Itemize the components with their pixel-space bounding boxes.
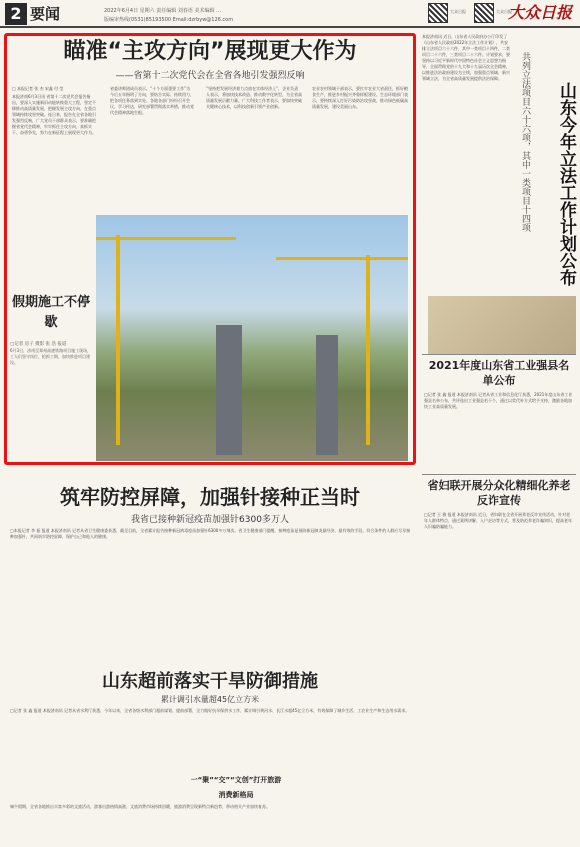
lead-headline: 瞄准“主攻方向”展现更大作为 [63,39,357,64]
dateline: 2022年6月4日 星期六 责任编辑 刘春语 美术编辑 … [104,8,222,14]
page-header [0,0,580,28]
vaccine-article: □本报记者 李 振 报道 本报济南讯 记者从省卫生健康委获悉，截至目前，全省累计报告接种新冠病毒疫苗加强针6300多万剂次。省卫生健康部门提醒，接种疫苗是预防新冠肺炎最经济、最有效的手段，符合条件的人群应尽早接种加强针，共同筑牢防控屏障，保护自己和他人的健康。 [10,528,411,539]
vaccine-subtitle: 我省已接种新冠疫苗加强针6300多万人 [131,515,289,525]
industry-article: □记者 张 鑫 报道 本报济南讯 记者从省工业和信息化厅获悉，2021年度山东省工业强县名单公布，共评选出工业强县若干个，通过以奖代补方式给予支持，激励各地加快工业高质量发展。 [424,392,573,409]
photo-description: 6月3日，济南至郑州高速铁路项目施工现场，工人们坚守岗位，抢抓工期，加快推进项目建设。 [10,348,92,365]
qr-code-icon [474,3,494,23]
editor-line: 版编审热线(0531)85193500 Email:dzrbyw@126.com [104,17,234,23]
right-headline: 山东今年立法工作计划公布 [556,82,576,286]
tourism-headline-line2: 消费新格局 [218,791,254,799]
section-title: 要闻 [30,5,61,23]
lead-column: 农业农村领域干部表示，要扛牢农业大省责任，抓好粮食生产，推进乡村振兴齐鲁样板建设。生态环境部门表示，要持续深入打好污染防治攻坚战，推动绿色低碳高质量发展，建设美丽山东。 [312,86,408,109]
qr-label: 大众日报 [450,9,466,14]
qr-code-icon [428,3,448,23]
tourism-article: 端午假期，全省各地推出丰富多彩的文旅活动，游客出游热情高涨，文旅消费市场持续回暖，旅游消费呈现新特点新趋势，带动相关产业加快复苏。 [10,804,270,809]
crane-tower [366,255,370,445]
headline-industry: 2021年度山东省工业强县名单公布 [428,359,570,387]
bridge-pier [316,335,338,455]
page-number: 2 [5,3,27,25]
crane-jib [276,257,408,260]
drought-article: □记者 张 鑫 报道 本报济南讯 记者从省水利厅获悉，今年以来，全省各级水利部门超前谋划、提前部署，全力做好抗旱保供水工作，累计调引黄河水、长江水超45亿立方米，有效保障了城乡生活、工农业生产和生态用水需求。 [10,708,410,713]
divider [422,474,576,475]
right-article-text: 本报济南讯 近日，山东省人民政府办公厅印发了《山东省人民政府2022年立法工作计划》，共安排立法项目六十六件，其中一类项目十四件，二类项目二十六件，三类项目二十六件。计划要求，要坚持以习近平新时代中国特色社会主义思想为指导，全面贯彻党的十九大和十九届历次全会精神，以推进法治政府建设为主线，加强重点领域、新兴领域立法，为全省高质量发展提供法治保障。 [422,34,510,81]
photo-caption-box [10,215,92,461]
tourism-headline: 一“聚”“交”“文创”打开旅游 [190,776,282,784]
construction-photo [96,215,408,461]
crane-tower [116,235,120,445]
qr-label: 大众日报 [496,9,512,14]
lead-column: “坚持把发展经济着力点放在实体经济上”，企业负责人表示，将加快技术改造、推动数字化转型，为全省高质量发展贡献力量。广大科技工作者表示，要加快突破关键核心技术，以科技创新引领产业创新。 [206,86,302,109]
divider [422,354,576,355]
newspaper-logo: 大众日报 [507,3,572,22]
headline-women-federation: 省妇联开展分众化精细化养老反诈宣传 [427,479,571,507]
lead-byline: □ 本报记者 张 杰 宋鑫 付 莹 [12,86,64,91]
lead-column: 省委讲师团成员表示，“十个方面重要工作”为今后五年指明了方向，要结合实际、持续用力，把各项任务落到实处。各地各部门纷纷召开会议，学习传达，研究部署贯彻落实举措，推动党代会精神落地生根。 [110,86,194,115]
women-federation-article: □记者 王 雅 报道 本报济南讯 近日，省妇联在全省开展养老反诈宣传活动，针对老年人群体特点，通过案例讲解、入户走访等方式，普及防范养老诈骗知识，提高老年人识骗防骗能力。 [424,512,572,529]
photo-byline: □记者 房子 摄影 张 浩 报道 [10,342,67,347]
photo-caption: 假期施工不停歇 [11,295,90,330]
bridge-pier [216,325,242,455]
vaccine-headline: 筑牢防控屏障，加强针接种正当时 [60,485,360,509]
drought-subtitle: 累计调引水量超45亿立方米 [160,695,260,704]
drought-headline: 山东超前落实干旱防御措施 [102,671,318,692]
lead-subtitle: ——省第十二次党代会在全省各地引发强烈反响 [115,71,305,81]
right-subhead: 共列立法项目六十六项，其中一类项目十四项 [520,52,530,232]
crane-jib [96,237,236,240]
news-photo [428,296,576,354]
lead-column: 本报济南6月3日讯 省第十二次党代会报告指出，要深入实施新旧动能转换重大工程，坚定不移推动高质量发展，把握发展主攻方向，在重点领域持续攻坚突破。连日来，报告在全省各地引发强烈反响，广大党员干部群众表示，要准确把握省党代会精神，牢牢抓住主攻方向，真抓实干、奋勇争先，努力在新征程上展现更大作为。 [12,94,96,135]
